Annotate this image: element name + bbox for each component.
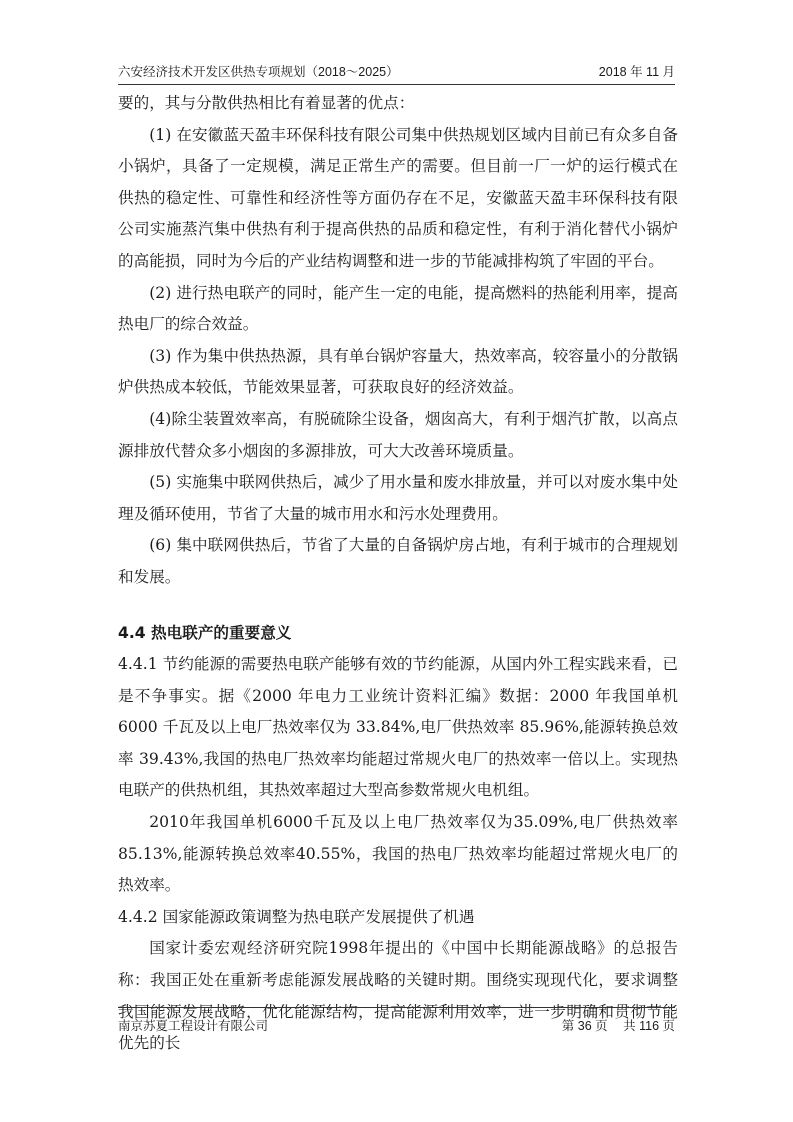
header-date: 2018 年 11 月	[598, 65, 675, 79]
footer-page-total: 共 116 页	[623, 1019, 675, 1033]
paragraph-item-5: (5) 实施集中联网供热后，减少了用水量和废水排放量，并可以对废水集中处理及循环使用，节省了大量的城市用水和污水处理费用。	[118, 473, 678, 523]
paragraph-continuation: 要的，其与分散供热相比有着显著的优点：	[118, 94, 415, 112]
page-header	[118, 58, 675, 85]
paragraph-item-3: (3) 作为集中供热热源，具有单台锅炉容量大，热效率高，较容量小的分散锅炉供热成本较低，节能效果显著，可获取良好的经济效益。	[118, 346, 678, 397]
subsection-4-4-1: 4.4.1 节约能源的需要热电联产能够有效的节约能源，从国内外工程实践来看，已是不争事实。据《2000 年电力工业统计资料汇编》数据：2000 年我国单机 6000 千瓦及以上电厂热效率仅为 33.84%,电厂供热效率 85.96%,能源转换总效率 39.43%,我国的热电厂热效率均能超过常规火电厂的热效率一倍以上。实现热电联产的供热机组，其热效率超过大型高参数常规火电机组。	[118, 655, 678, 800]
paragraph-energy-strategy: 国家计委宏观经济研究院1998年提出的《中国中长期能源战略》的总报告称：我国正处在重新考虑能源发展战略的关键时期。围绕实现现代化，要求调整我国能源发展战略，优化能源结构，提高能源利用效率，进一步明确和贯彻节能优先的长	[118, 939, 678, 1053]
paragraph-item-2: (2) 进行热电联产的同时，能产生一定的电能，提高燃料的热能利用率，提高热电厂的综合效益。	[118, 283, 678, 334]
subsection-4-4-2: 4.4.2 国家能源政策调整为热电联产发展提供了机遇	[118, 907, 475, 926]
paragraph-2010-stats: 2010年我国单机6000千瓦及以上电厂热效率仅为35.09%,电厂供热效率85.13%,能源转换总效率40.55%，我国的热电厂热效率均能超过常规火电厂的热效率。	[118, 813, 678, 895]
paragraph-item-4: (4)除尘装置效率高，有脱硫除尘设备，烟囱高大，有利于烟汽扩散，以高点源排放代替众多小烟囱的多源排放，可大大改善环境质量。	[118, 409, 678, 460]
footer-company: 南京苏夏工程设计有限公司	[118, 1019, 269, 1033]
section-spacer	[118, 594, 678, 618]
section-title: 4.4 热电联产的重要意义	[118, 623, 292, 642]
page-body	[118, 88, 678, 1060]
page-footer	[118, 1007, 675, 1034]
footer-page-info	[562, 1016, 675, 1034]
paragraph-item-6: (6) 集中联网供热后，节省了大量的自备锅炉房占地，有利于城市的合理规划和发展。	[118, 536, 678, 586]
footer-page-number: 第 36 页	[561, 1019, 608, 1033]
paragraph-item-1: (1) 在安徽蓝天盈丰环保科技有限公司集中供热规划区域内目前已有众多自备小锅炉，具备了一定规模，满足正常生产的需要。但目前一厂一炉的运行模式在供热的稳定性、可靠性和经济性等方面仍存在不足，安徽蓝天盈丰环保科技有限公司实施蒸汽集中供热有利于提高供热的品质和稳定性，有利于消化替代小锅炉的高能损，同时为今后的产业结构调整和进一步的节能减排构筑了牢固的平台。	[118, 125, 678, 270]
header-title: 六安经济技术开发区供热专项规划（2018～2025）	[118, 65, 399, 79]
